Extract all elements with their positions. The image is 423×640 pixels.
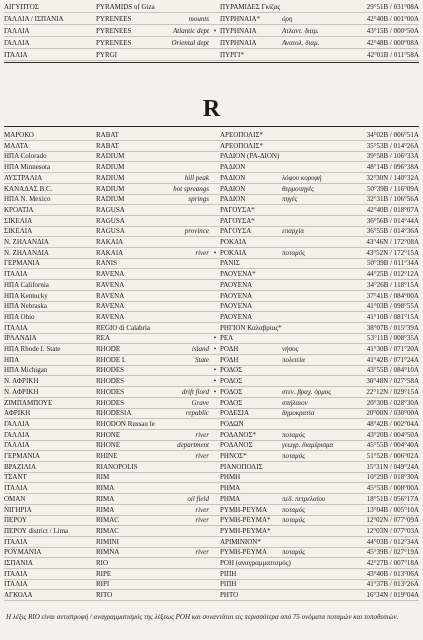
- table-row: [4, 248, 419, 259]
- place-name-cell: RAGUSA: [96, 205, 125, 214]
- country-cell: ΙΤΑΛΙΑ: [4, 537, 28, 546]
- place-name-cell: RAKAIA: [96, 238, 124, 246]
- greek-name-cell: ΡΑΔΙΟΝ: [220, 195, 246, 204]
- greek-name-cell: ΑΡΙΜΙΝΙΟΝ*: [220, 537, 261, 546]
- greek-name-cell: ΡΟΔΟΣ: [220, 377, 243, 386]
- coordinates-cell: 41°37B / 013°26A: [366, 580, 419, 589]
- country-cell: ΙΤΑΛΙΑ: [4, 51, 28, 59]
- country-cell: ΝΙΓΗΡΙΑ: [4, 505, 32, 514]
- place-name-cell: RIMAC: [96, 526, 119, 535]
- greek-name-cell: ΡΑΝΙΣ: [220, 259, 240, 268]
- coordinates-cell: 42°40B / 001°00A: [366, 15, 419, 23]
- marker-cell: •: [213, 345, 217, 353]
- qualifier-cell: river: [195, 430, 209, 439]
- marker-cell: •: [213, 248, 217, 257]
- place-name-cell: PYRGI: [96, 51, 118, 59]
- coordinates-cell: 51°52B / 006°02A: [366, 452, 419, 460]
- place-name-cell: RIMA: [96, 505, 115, 514]
- coordinates-cell: 43°55B / 084°10A: [366, 366, 419, 375]
- qualifier-cell: province: [184, 227, 209, 236]
- greek-description-cell: στεν. βραχ. όρμος: [282, 387, 332, 396]
- greek-description-cell: Ανατολ. διαμ.: [282, 39, 320, 47]
- table-row: [4, 430, 419, 441]
- place-name-cell: RHODESIA: [96, 409, 132, 418]
- country-cell: ΒΡΑΖΙΛΙΑ: [4, 462, 37, 471]
- marker-cell: •: [213, 334, 217, 343]
- country-cell: ΤΣΑΝΤ: [4, 473, 27, 482]
- place-name-cell: RAGUSA: [96, 216, 125, 225]
- country-cell: ΓΑΛΛΙΑ: [4, 441, 30, 450]
- country-cell: ΟΜΑΝ: [4, 494, 26, 503]
- marker-cell: •: [213, 387, 217, 396]
- coordinates-cell: 41°30B / 071°20A: [366, 345, 419, 353]
- country-cell: ΙΤΑΛΙΑ: [4, 323, 28, 332]
- greek-name-cell: ΡΑΔΙΟΝ: [220, 163, 246, 172]
- country-cell: ΖΙΜΠΑΜΠΟΥΕ: [4, 398, 53, 407]
- coordinates-cell: 36°55B / 014°36A: [366, 227, 419, 236]
- country-cell: ΚΑΝΑΔΑΣ B.C.: [4, 184, 53, 193]
- table-row: [4, 333, 419, 344]
- greek-name-cell: ΡΑΟΥΕΝΑ: [220, 312, 253, 321]
- qualifier-cell: island: [191, 345, 209, 353]
- greek-name-cell: ΡΑΟΥΕΝΑ: [220, 280, 253, 289]
- greek-description-cell: πολιτεία: [282, 355, 305, 364]
- table-row: [4, 50, 419, 61]
- coordinates-cell: 42°48B / 000°08A: [366, 39, 419, 47]
- table-row: [4, 237, 419, 248]
- qualifier-cell: republic: [185, 409, 209, 418]
- coordinates-cell: 50°39B / 011°34A: [366, 259, 419, 268]
- table-row: [4, 537, 419, 548]
- greek-name-cell: ΡΥΜΗ-ΡΕΥΜΑ*: [220, 516, 271, 525]
- coordinates-cell: 34°02B / 006°51A: [366, 131, 419, 139]
- table-row: [4, 205, 419, 216]
- greek-name-cell: ΡΑΓΟΥΣΑ: [220, 227, 252, 236]
- greek-name-cell: ΡΙΑΝΟΠΟΛΙΣ: [220, 462, 263, 471]
- table-row: [4, 323, 419, 334]
- place-name-cell: RHODES: [96, 366, 125, 375]
- place-name-cell: RIMA: [96, 484, 115, 493]
- coordinates-cell: 29°51B / 031°08A: [366, 3, 419, 11]
- country-cell: ΙΤΑΛΙΑ: [4, 484, 28, 493]
- greek-description-cell: ποταμός: [282, 248, 306, 257]
- coordinates-cell: 44°03B / 012°34A: [366, 537, 419, 546]
- country-cell: Ν. ΖΗΛΑΝΔΙΑ: [4, 248, 49, 257]
- table-row: [4, 558, 419, 569]
- country-cell: ΙΤΑΛΙΑ: [4, 569, 28, 578]
- country-cell: ΓΑΛΛΙΑ: [4, 430, 30, 439]
- country-cell: ΓΑΛΛΙΑ / ΙΣΠΑΝΙΑ: [4, 15, 64, 23]
- country-cell: ΡΟΥΜΑΝΙΑ: [4, 548, 42, 557]
- greek-name-cell: ΡΟΔΟΣ: [220, 366, 243, 375]
- table-row: [4, 355, 419, 366]
- qualifier-cell: Grave: [191, 398, 209, 407]
- place-name-cell: RAVENA: [96, 291, 125, 300]
- place-name-cell: RADIUM: [96, 152, 125, 161]
- place-name-cell: PYRAMIDS of Giza: [96, 3, 155, 11]
- qualifier-cell: Atlantic dept: [173, 27, 209, 35]
- coordinates-cell: 10°29B / 018°30A: [366, 473, 419, 482]
- table-row: [4, 365, 419, 376]
- qualifier-cell: hill peak: [184, 173, 209, 182]
- place-name-cell: RHONE: [96, 430, 121, 439]
- coordinates-cell: 32°31B / 106°56A: [366, 195, 419, 204]
- place-name-cell: RADIUM: [96, 184, 125, 193]
- place-name-cell: RIPE: [96, 569, 112, 578]
- table-row: [4, 398, 419, 409]
- country-cell: ΙΡΛΑΝΔΙΑ: [4, 334, 37, 343]
- greek-name-cell: ΡΥΜΗ-ΡΕΥΜΑ: [220, 548, 268, 557]
- table-row: [4, 408, 419, 419]
- greek-description-cell: ποταμός: [282, 516, 306, 525]
- table-row: [4, 194, 419, 205]
- country-cell: ΓΑΛΛΙΑ: [4, 419, 30, 428]
- coordinates-cell: 30°48N / 027°58A: [366, 377, 419, 386]
- coordinates-cell: 35°53B / 014°26A: [366, 141, 419, 150]
- country-cell: Ν. ΑΦΡΙΚΗ: [4, 387, 39, 396]
- place-name-cell: RIM: [96, 473, 110, 482]
- marker-cell: •: [213, 27, 217, 35]
- greek-description-cell: ποταμός: [282, 505, 306, 514]
- marker-cell: •: [213, 377, 217, 386]
- table-row: [4, 505, 419, 516]
- greek-name-cell: ΠΥΡΗΝΑΙΑ*: [220, 15, 261, 23]
- qualifier-cell: river: [195, 548, 209, 557]
- greek-name-cell: ΡΑΔΙΟΝ: [220, 184, 246, 193]
- coordinates-cell: 42°40B / 018°07A: [366, 205, 419, 214]
- qualifier-cell: river: [195, 505, 209, 514]
- place-name-cell: PYRENEES: [96, 27, 132, 35]
- greek-name-cell: ΡΑΟΥΕΝΑ: [220, 291, 253, 300]
- marker-cell: •: [213, 366, 217, 375]
- coordinates-cell: 41°42B / 071°24A: [366, 355, 419, 364]
- coordinates-cell: 42°27B / 007°18A: [366, 559, 419, 567]
- place-name-cell: RABAT: [96, 141, 119, 150]
- place-name-cell: RHODE: [96, 345, 121, 353]
- country-cell: ΗΠΑ Nebraska: [4, 302, 47, 311]
- place-name-cell: RAVENA: [96, 270, 125, 279]
- footnote: Η λέξις RIO είναι αντιστροφή / αναγραμματισμός της λέξεως ΡΟΗ και συναντάται εις περισσότερα από 75 ονόματα ποταμών και τοποθεσιών.: [6, 613, 399, 621]
- country-cell: ΣΙΚΕΛΙΑ: [4, 216, 33, 225]
- table-row: [4, 269, 419, 280]
- greek-description-cell: ποταμός: [282, 452, 306, 460]
- country-cell: ΙΤΑΛΙΑ: [4, 580, 28, 589]
- table-row: [4, 226, 419, 237]
- greek-name-cell: ΡΙΠΗ: [220, 569, 237, 578]
- country-cell: Ν. ΖΗΛΑΝΔΙΑ: [4, 238, 49, 246]
- place-name-cell: RIMNA: [96, 548, 120, 557]
- table-row: [4, 2, 419, 13]
- qualifier-cell: Oriental dept: [171, 39, 209, 47]
- greek-description-cell: λόφου κορυφή: [282, 173, 322, 182]
- country-cell: ΑΓΚΟΛΑ: [4, 591, 33, 600]
- table-row: [4, 312, 419, 323]
- greek-name-cell: ΠΥΡΗΝΑΙΑ: [220, 27, 257, 35]
- table-row: [4, 590, 419, 601]
- table-row: [4, 462, 419, 473]
- greek-description-cell: Ατλαντ. διαμ.: [282, 27, 319, 35]
- table-row: [4, 151, 419, 162]
- country-cell: ΗΠΑ Kentucky: [4, 291, 48, 300]
- place-name-cell: RADIUM: [96, 163, 125, 172]
- country-cell: ΑΥΣΤΡΑΛΙΑ: [4, 173, 43, 182]
- table-row: [4, 569, 419, 580]
- coordinates-cell: 32°30N / 140°32A: [366, 173, 419, 182]
- coordinates-cell: 20°30B / 028°30A: [366, 398, 419, 407]
- table-row: [4, 216, 419, 227]
- coordinates-cell: 37°41B / 084°00A: [366, 291, 419, 300]
- country-cell: ΙΣΠΑΝΙΑ: [4, 559, 33, 567]
- place-name-cell: RANIS: [96, 259, 118, 268]
- greek-name-cell: ΡΟΔΩΝ: [220, 419, 244, 428]
- table-row: [4, 301, 419, 312]
- greek-name-cell: ΡΗΤΟ: [220, 591, 239, 600]
- greek-description-cell: ποταμός: [282, 548, 306, 557]
- country-cell: ΜΑΡΟΚΟ: [4, 131, 34, 139]
- place-name-cell: RHODON Russau le: [96, 419, 155, 428]
- place-name-cell: RHODE I.: [96, 355, 126, 364]
- greek-description-cell: ποταμός: [282, 430, 306, 439]
- qualifier-cell: mounts: [188, 15, 209, 23]
- greek-name-cell: ΡΟΗ (αναγραμματισμός): [220, 559, 291, 567]
- greek-name-cell: ΠΥΡΗΝΑΙΑ: [220, 39, 257, 47]
- country-cell: ΗΠΑ California: [4, 280, 49, 289]
- coordinates-cell: 38°07B / 015°39A: [366, 323, 419, 332]
- country-cell: ΙΤΑΛΙΑ: [4, 270, 28, 279]
- coordinates-cell: 43°20B / 004°50A: [366, 430, 419, 439]
- section-divider: [4, 126, 419, 127]
- table-row: [4, 130, 419, 141]
- coordinates-cell: 43°40B / 013°06A: [366, 569, 419, 578]
- qualifier-cell: oil field: [187, 494, 209, 503]
- greek-name-cell: ΡΗΝΟΣ*: [220, 452, 247, 460]
- table-row: [4, 38, 419, 49]
- place-name-cell: RHINE: [96, 452, 118, 460]
- table-row: [4, 184, 419, 195]
- greek-name-cell: ΡΟΔΗ: [220, 355, 239, 364]
- country-cell: ΗΠΑ Michigan: [4, 366, 48, 375]
- country-cell: ΗΠΑ Colorado: [4, 152, 47, 161]
- place-name-cell: RAVENA: [96, 312, 125, 321]
- qualifier-cell: department: [177, 441, 209, 450]
- place-name-cell: RHODES: [96, 398, 125, 407]
- table-row: [4, 173, 419, 184]
- greek-description-cell: σπήλαιον: [282, 398, 308, 407]
- greek-description-cell: όρη: [282, 15, 293, 23]
- place-name-cell: RHODES: [96, 387, 125, 396]
- table-row: [4, 494, 419, 505]
- place-name-cell: RIANOPOLIS: [96, 462, 138, 471]
- place-name-cell: PYRENEES: [96, 15, 132, 23]
- table-row: [4, 376, 419, 387]
- place-name-cell: RADIUM: [96, 195, 125, 204]
- greek-name-cell: ΡΗΜΑ: [220, 484, 241, 493]
- table-row: [4, 344, 419, 355]
- greek-name-cell: ΡΟΔΑΝΟΣ*: [220, 430, 257, 439]
- greek-name-cell: ΠΥΡΑΜΙΔΕΣ Γκίζας: [220, 3, 281, 11]
- country-cell: ΓΑΛΛΙΑ: [4, 27, 30, 35]
- greek-name-cell: ΠΥΡΓΙ*: [220, 51, 244, 59]
- place-name-cell: RAKAIA: [96, 248, 124, 257]
- coordinates-cell: 50°39B / 116°09A: [366, 184, 419, 193]
- greek-description-cell: γεωγρ. διαμέρισμα: [282, 441, 334, 450]
- greek-name-cell: ΑΡΕΟΠΟΛΙΣ*: [220, 141, 264, 150]
- coordinates-cell: 12°03N / 077°03A: [366, 526, 419, 535]
- place-name-cell: RADIUM: [96, 173, 125, 182]
- greek-name-cell: ΡΗΜΑ: [220, 494, 241, 503]
- coordinates-cell: 34°26B / 118°15A: [366, 280, 419, 289]
- place-name-cell: RHODES: [96, 377, 125, 386]
- greek-name-cell: ΡΙΠΗ: [220, 580, 237, 589]
- greek-description-cell: δημοκρατία: [282, 409, 315, 418]
- greek-name-cell: ΡΟΔΑΝΟΣ: [220, 441, 253, 450]
- coordinates-cell: 43°52N / 172°15A: [366, 248, 419, 257]
- greek-name-cell: ΑΡΕΟΠΟΛΙΣ*: [220, 131, 264, 139]
- coordinates-cell: 18°51B / 056°17A: [366, 494, 419, 503]
- place-name-cell: REGIO di Calabria: [96, 323, 151, 332]
- country-cell: ΣΙΚΕΛΙΑ: [4, 227, 33, 236]
- greek-name-cell: ΡΑΓΟΥΣΑ*: [220, 216, 255, 225]
- greek-name-cell: ΡΟΔΗ: [220, 345, 239, 353]
- greek-name-cell: ΡΑΟΥΕΝΑ: [220, 302, 253, 311]
- qualifier-cell: State: [195, 355, 209, 364]
- country-cell: ΑΙΓΥΠΤΟΣ: [4, 3, 39, 11]
- coordinates-cell: 36°56B / 014°44A: [366, 216, 419, 225]
- table-row: [4, 14, 419, 25]
- greek-name-cell: ΡΟΚΑΙΑ: [220, 248, 247, 257]
- coordinates-cell: 13°04B / 005°10A: [366, 505, 419, 514]
- greek-name-cell: ΡΟΔΟΣ: [220, 387, 243, 396]
- country-cell: ΠΕΡΟΥ: [4, 516, 27, 525]
- table-row: [4, 162, 419, 173]
- country-cell: ΓΑΛΛΙΑ: [4, 39, 30, 47]
- table-row: [4, 258, 419, 269]
- place-name-cell: RIMAC: [96, 516, 119, 525]
- country-cell: ΚΡΟΑΤΙΑ: [4, 205, 34, 214]
- table-row: [4, 280, 419, 291]
- table-row: [4, 387, 419, 398]
- top-divider: [4, 62, 419, 63]
- place-name-cell: RAVENA: [96, 302, 125, 311]
- coordinates-cell: 45°53B / 008°00A: [366, 484, 419, 493]
- greek-description-cell: πεδ. πετρελαίου: [282, 494, 326, 503]
- coordinates-cell: 48°42B / 002°04A: [366, 419, 419, 428]
- greek-name-cell: ΡΑΓΟΥΣΑ*: [220, 205, 255, 214]
- country-cell: Ν. ΑΦΡΙΚΗ: [4, 377, 39, 386]
- qualifier-cell: springs: [188, 195, 209, 204]
- country-cell: ΜΑΛΤΑ: [4, 141, 29, 150]
- country-cell: ΗΠΑ Rhode I. State: [4, 345, 61, 353]
- table-row: [4, 547, 419, 558]
- country-cell: ΠΕΡΟΥ district / Lima: [4, 526, 69, 535]
- qualifier-cell: river: [195, 248, 209, 257]
- greek-name-cell: ΡΗΜΗ: [220, 473, 241, 482]
- greek-name-cell: ΡΑΟΥΕΝΑ*: [220, 270, 256, 279]
- coordinates-cell: 16°34N / 019°04A: [366, 591, 419, 600]
- greek-name-cell: ΡΑΔΙΟΝ: [220, 173, 246, 182]
- coordinates-cell: 43°46N / 172°08A: [366, 238, 419, 246]
- place-name-cell: REA: [96, 334, 110, 343]
- coordinates-cell: 41°10B / 081°15A: [366, 312, 419, 321]
- country-cell: ΗΠΑ Ohio: [4, 312, 35, 321]
- qualifier-cell: hot spreangs: [173, 184, 209, 193]
- table-row: [4, 451, 419, 462]
- place-name-cell: RIO: [96, 559, 109, 567]
- greek-description-cell: νήσος: [282, 345, 299, 353]
- section-letter: R: [202, 96, 221, 122]
- table-row: [4, 579, 419, 590]
- qualifier-cell: drift fiord: [181, 387, 209, 396]
- place-name-cell: PYRENEES: [96, 39, 132, 47]
- coordinates-cell: 41°03B / 098°55A: [366, 302, 419, 311]
- table-row: [4, 440, 419, 451]
- table-row: [4, 141, 419, 152]
- coordinates-cell: 12°02N / 077°09A: [366, 516, 419, 525]
- coordinates-cell: 48°14B / 096°38A: [366, 163, 419, 172]
- greek-name-cell: ΡΥΜΗ-ΡΕΥΜΑ*: [220, 526, 271, 535]
- greek-name-cell: ΡΗΓΙΟΝ Καλαβρίας*: [220, 323, 282, 332]
- place-name-cell: RITO: [96, 591, 113, 600]
- country-cell: ΗΠΑ Minnesota: [4, 163, 51, 172]
- country-cell: ΓΕΡΜΑΝΙΑ: [4, 452, 40, 460]
- place-name-cell: RHONE: [96, 441, 121, 450]
- place-name-cell: RAVENA: [96, 280, 125, 289]
- coordinates-cell: 22°12N / 029°15A: [366, 387, 419, 396]
- coordinates-cell: 45°39B / 027°19A: [366, 548, 419, 557]
- table-row: [4, 483, 419, 494]
- place-name-cell: RAGUSA: [96, 227, 125, 236]
- table-row: [4, 515, 419, 526]
- place-name-cell: RABAT: [96, 131, 119, 139]
- coordinates-cell: 45°55B / 004°40A: [366, 441, 419, 450]
- place-name-cell: RIPI: [96, 580, 110, 589]
- country-cell: ΓΕΡΜΑΝΙΑ: [4, 259, 40, 268]
- greek-description-cell: πηγές: [282, 195, 298, 204]
- place-name-cell: RIMINI: [96, 537, 119, 546]
- table-row: [4, 472, 419, 483]
- greek-name-cell: ΡΟΔΟΣ: [220, 398, 243, 407]
- coordinates-cell: 39°58B / 106°33A: [366, 152, 419, 161]
- table-row: [4, 526, 419, 537]
- country-cell: ΗΠΑ N. Mexico: [4, 195, 51, 204]
- greek-name-cell: ΡΟΔΕΣΙΑ: [220, 409, 250, 418]
- country-cell: ΗΠΑ: [4, 355, 20, 364]
- greek-name-cell: ΡΟΚΑΙΑ: [220, 238, 247, 246]
- greek-name-cell: ΡΑΔΙΟΝ (ΡΑ-ΔΙΟΝ): [220, 152, 280, 161]
- table-row: [4, 419, 419, 430]
- greek-description-cell: θερμοπηγές: [282, 184, 314, 193]
- coordinates-cell: 43°15B / 000°50A: [366, 27, 419, 35]
- table-row: [4, 291, 419, 302]
- coordinates-cell: 44°25B / 012°12A: [366, 270, 419, 279]
- coordinates-cell: 20°00N / 030°00A: [366, 409, 419, 418]
- coordinates-cell: 53°11B / 008°35A: [366, 334, 419, 343]
- table-row: [4, 26, 419, 37]
- coordinates-cell: 15°31N / 049°24A: [366, 462, 419, 471]
- greek-description-cell: επαρχία: [282, 227, 304, 236]
- qualifier-cell: river: [195, 516, 209, 525]
- country-cell: ΑΦΡΙΚΗ: [4, 409, 31, 418]
- qualifier-cell: river: [195, 452, 209, 460]
- coordinates-cell: 42°01B / 011°58A: [366, 51, 419, 59]
- greek-name-cell: ΡΥΜΗ-ΡΕΥΜΑ: [220, 505, 268, 514]
- greek-name-cell: ΡΕΑ: [220, 334, 234, 343]
- place-name-cell: RIMA: [96, 494, 115, 503]
